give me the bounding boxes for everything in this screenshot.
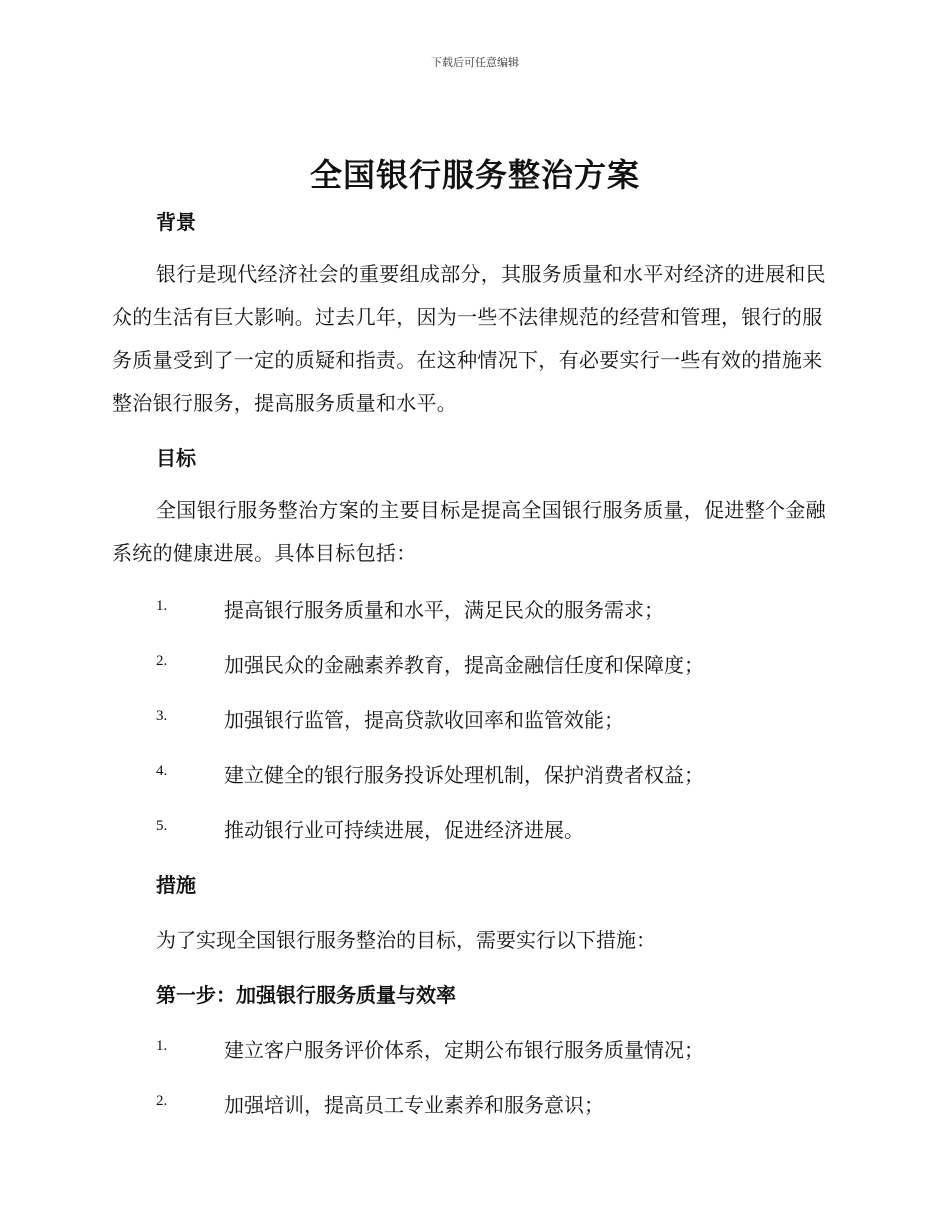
list-number: 1. (156, 598, 168, 614)
background-paragraph: 银行是现代经济社会的重要组成部分，其服务质量和水平对经济的进展和民众的生活有巨大影响。过去几年，因为一些不法律规范的经营和管理，银行的服务质量受到了一定的质疑和指责。在这种情况下，有必要实行一些有效的措施来整治银行服务，提高服务质量和水平。 (112, 262, 826, 415)
list-item (156, 594, 856, 624)
list-item (156, 649, 856, 679)
list-text: 加强银行监管，提高贷款收回率和监管效能； (224, 708, 624, 732)
list-item (156, 759, 856, 789)
list-text: 推动银行业可持续进展，促进经济进展。 (224, 818, 584, 842)
list-number: 2. (156, 1093, 168, 1109)
measures-intro: 为了实现全国银行服务整治的目标，需要实行以下措施： (156, 928, 656, 952)
list-text: 提高银行服务质量和水平，满足民众的服务需求； (224, 598, 664, 622)
section-heading-background: 背景 (156, 210, 196, 234)
goals-paragraph: 全国银行服务整治方案的主要目标是提高全国银行服务质量，促进整个金融系统的健康进展。具体目标包括： (112, 498, 826, 565)
list-item (156, 704, 856, 734)
list-text: 加强民众的金融素养教育，提高金融信任度和保障度； (224, 653, 704, 677)
list-item (156, 1089, 856, 1119)
list-number: 3. (156, 708, 168, 724)
list-item (156, 1034, 856, 1064)
step-one-heading: 第一步：加强银行服务质量与效率 (156, 983, 456, 1007)
list-text: 建立客户服务评价体系，定期公布银行服务质量情况； (224, 1038, 704, 1062)
list-number: 5. (156, 818, 168, 834)
list-number: 1. (156, 1038, 168, 1054)
list-number: 2. (156, 653, 168, 669)
list-item (156, 814, 856, 844)
document-title: 全国银行服务整治方案 (309, 156, 640, 194)
list-text: 加强培训，提高员工专业素养和服务意识； (224, 1093, 604, 1117)
list-number: 4. (156, 763, 168, 779)
section-heading-goals: 目标 (156, 446, 196, 470)
section-heading-measures: 措施 (156, 873, 196, 897)
page-header-note: 下载后可任意编辑 (431, 56, 519, 69)
list-text: 建立健全的银行服务投诉处理机制，保护消费者权益； (224, 763, 704, 787)
